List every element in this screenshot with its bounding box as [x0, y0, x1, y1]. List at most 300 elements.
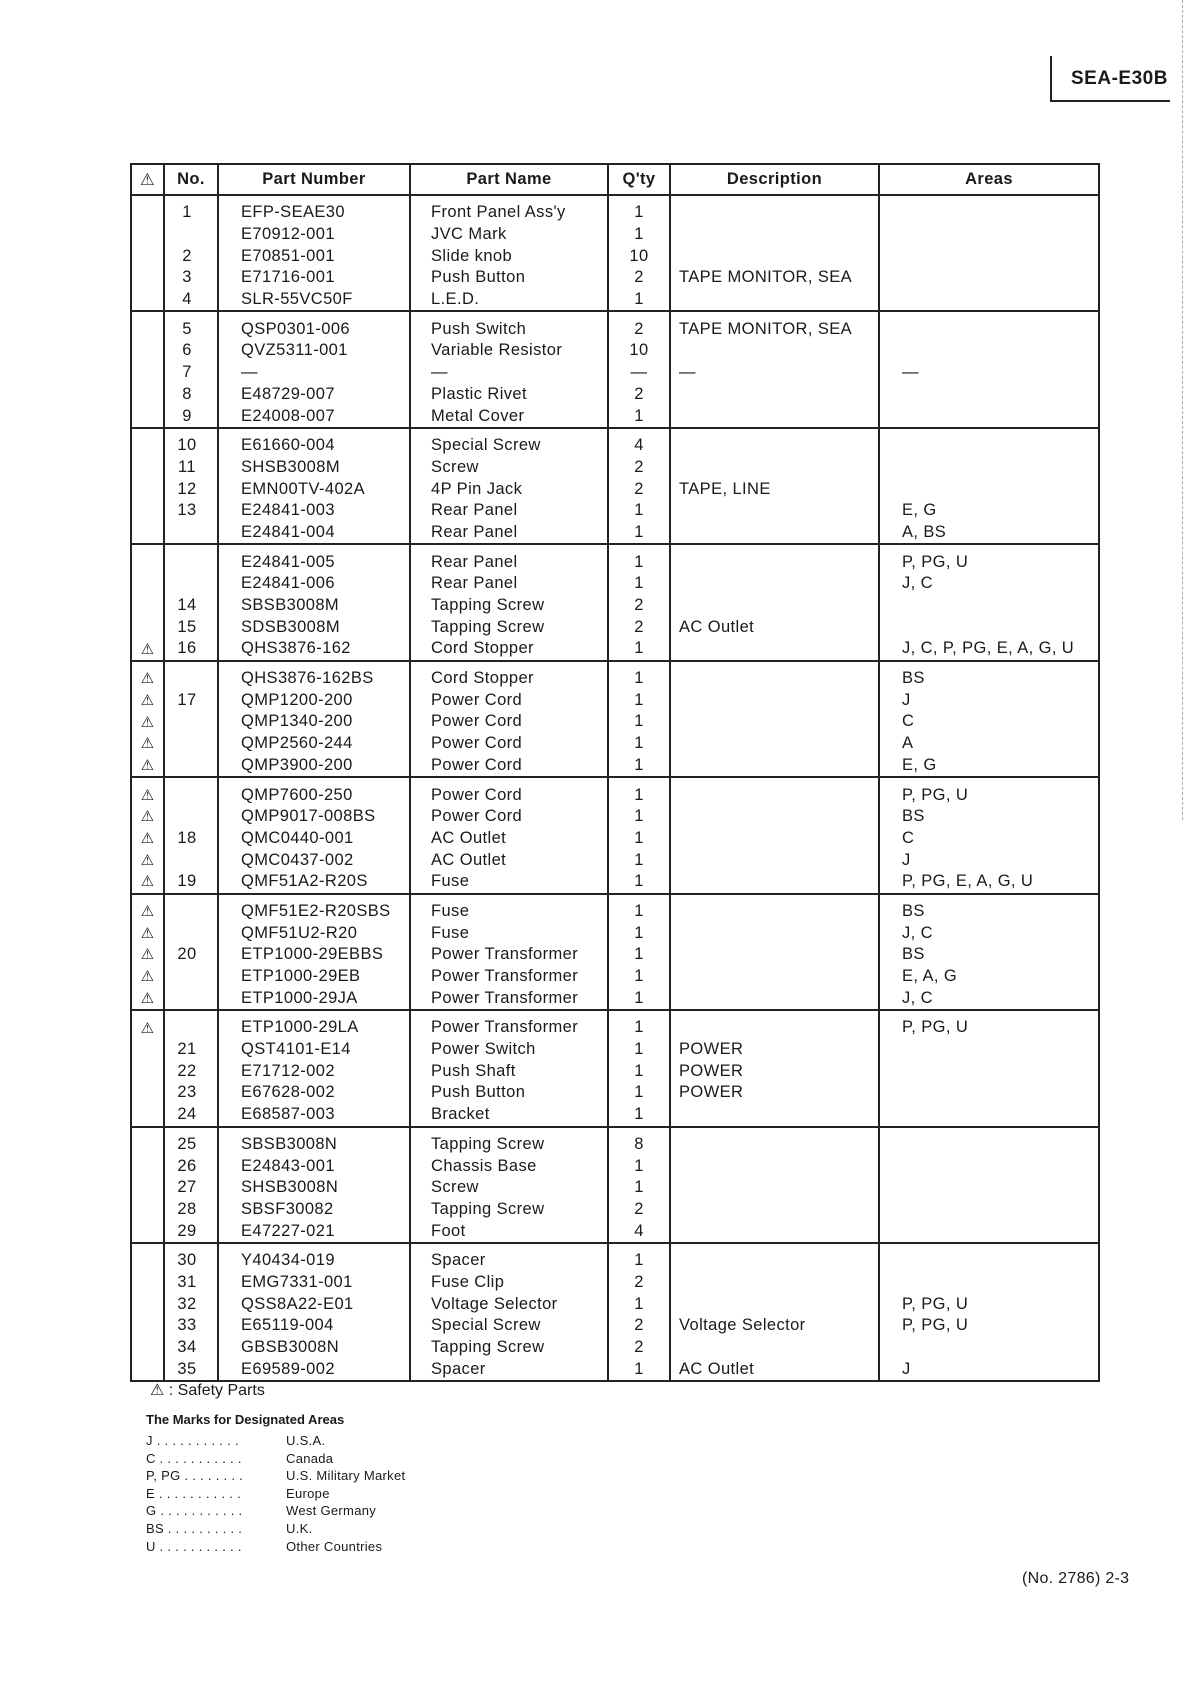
quantity: 1 [634, 1061, 644, 1080]
item-no: 3 [182, 268, 192, 287]
part-number: QMP3900-200 [241, 755, 353, 774]
model-number: SEA-E30B [1071, 68, 1168, 89]
part-number: E24841-004 [241, 522, 335, 541]
part-number: SBSB3008M [241, 596, 340, 615]
area-mark-row [146, 1520, 405, 1538]
quantity-cell [608, 1243, 670, 1272]
warning-triangle-icon: ⚠ [140, 808, 155, 826]
areas-cell [879, 267, 1099, 289]
table-row [131, 1243, 1099, 1272]
part-number-cell [218, 689, 410, 711]
part-number: QST4101-E14 [241, 1040, 351, 1059]
item-no-cell [164, 966, 218, 988]
part-name: Rear Panel [431, 574, 518, 593]
quantity: 8 [634, 1134, 644, 1153]
areas: BS [902, 901, 925, 920]
table-row [131, 1220, 1099, 1243]
areas-cell [879, 849, 1099, 871]
quantity: 1 [634, 690, 644, 709]
part-number-cell [218, 500, 410, 522]
table-row [131, 733, 1099, 755]
part-name-cell [410, 733, 608, 755]
part-name-cell [410, 1220, 608, 1243]
item-no-cell [164, 922, 218, 944]
item-no-cell [164, 1104, 218, 1127]
description-cell [670, 289, 879, 312]
quantity-cell [608, 245, 670, 267]
part-name-cell [410, 849, 608, 871]
description-cell [670, 384, 879, 406]
table-row [131, 267, 1099, 289]
description-cell [670, 573, 879, 595]
description-cell [670, 544, 879, 573]
part-name: Tapping Screw [431, 1134, 545, 1153]
part-number-cell [218, 733, 410, 755]
part-name: 4P Pin Jack [431, 479, 523, 498]
quantity-cell [608, 1337, 670, 1359]
description: AC Outlet [679, 1359, 755, 1378]
item-no-cell [164, 1127, 218, 1156]
quantity: 10 [629, 341, 649, 360]
areas: A, BS [902, 522, 947, 541]
item-no-cell [164, 500, 218, 522]
part-number: — [241, 363, 258, 382]
part-name: Plastic Rivet [431, 384, 527, 403]
part-name-cell [410, 224, 608, 246]
part-number: E61660-004 [241, 436, 335, 455]
part-name: Screw [431, 457, 479, 476]
part-name: Power Transformer [431, 1018, 579, 1037]
areas-cell [879, 362, 1099, 384]
quantity-cell [608, 457, 670, 479]
areas-cell [879, 428, 1099, 457]
safety-icon-cell [131, 661, 164, 690]
quantity: 1 [634, 203, 644, 222]
description-cell [670, 944, 879, 966]
quantity-cell [608, 1220, 670, 1243]
part-number: QMC0437-002 [241, 850, 354, 869]
item-no: 1 [182, 203, 192, 222]
table-row [131, 544, 1099, 573]
areas-cell [879, 224, 1099, 246]
quantity: 1 [634, 574, 644, 593]
quantity-cell [608, 544, 670, 573]
areas: P, PG, U [902, 1294, 969, 1313]
table-row [131, 871, 1099, 894]
areas: J, C [902, 988, 933, 1007]
safety-icon-cell [131, 573, 164, 595]
safety-icon-cell [131, 245, 164, 267]
quantity-cell [608, 1082, 670, 1104]
header-part-number: Part Number [218, 164, 410, 195]
description-cell [670, 849, 879, 871]
quantity-cell [608, 616, 670, 638]
part-name: Power Transformer [431, 967, 579, 986]
part-number-cell [218, 405, 410, 428]
safety-icon-cell [131, 755, 164, 778]
part-name-cell [410, 522, 608, 545]
part-number: QMP9017-008BS [241, 807, 376, 826]
safety-icon-cell [131, 544, 164, 573]
part-name-cell [410, 987, 608, 1010]
warning-triangle-icon: ⚠ [140, 735, 155, 753]
part-number-cell [218, 1104, 410, 1127]
area-mark-row [146, 1467, 405, 1485]
safety-icon-cell [131, 1082, 164, 1104]
area-mark-row [146, 1538, 405, 1556]
description-cell [670, 1010, 879, 1039]
table-row [131, 522, 1099, 545]
part-number-cell [218, 1060, 410, 1082]
quantity: 1 [634, 1083, 644, 1102]
table-row [131, 1337, 1099, 1359]
safety-icon-cell [131, 987, 164, 1010]
safety-icon-cell [131, 1127, 164, 1156]
description: POWER [679, 1040, 744, 1059]
areas: C [902, 828, 915, 847]
part-name-cell [410, 311, 608, 340]
areas-cell [879, 1039, 1099, 1061]
item-no-cell [164, 1082, 218, 1104]
part-number: QMF51E2-R20SBS [241, 901, 391, 920]
part-name-cell [410, 1082, 608, 1104]
safety-icon-cell [131, 1220, 164, 1243]
description-cell [670, 500, 879, 522]
table-row [131, 1127, 1099, 1156]
areas: J, C [902, 923, 933, 942]
part-number-cell [218, 340, 410, 362]
safety-icon-cell [131, 616, 164, 638]
areas-cell [879, 711, 1099, 733]
areas: — [902, 363, 919, 382]
part-number: SBSB3008N [241, 1134, 338, 1153]
description-cell [670, 777, 879, 806]
table-row [131, 405, 1099, 428]
item-no: 29 [177, 1221, 197, 1240]
table-row [131, 428, 1099, 457]
part-number-cell [218, 638, 410, 661]
part-name: Rear Panel [431, 552, 518, 571]
quantity-cell [608, 1358, 670, 1381]
safety-icon-cell [131, 224, 164, 246]
part-number-cell [218, 384, 410, 406]
quantity: 1 [634, 639, 644, 658]
part-number-cell [218, 1315, 410, 1337]
safety-icon-cell [131, 828, 164, 850]
item-no: 5 [182, 319, 192, 338]
part-name-cell [410, 340, 608, 362]
item-no: 27 [177, 1178, 197, 1197]
description-cell [670, 457, 879, 479]
quantity-cell [608, 711, 670, 733]
part-name: Power Cord [431, 712, 523, 731]
description-cell [670, 195, 879, 224]
table-row [131, 595, 1099, 617]
part-number-cell [218, 478, 410, 500]
quantity-cell [608, 944, 670, 966]
part-name-cell [410, 711, 608, 733]
areas-cell [879, 311, 1099, 340]
quantity-cell [608, 755, 670, 778]
quantity: 2 [634, 596, 644, 615]
safety-icon-cell [131, 922, 164, 944]
areas: J [902, 1359, 911, 1378]
quantity-cell [608, 638, 670, 661]
table-row [131, 1315, 1099, 1337]
item-no: 2 [182, 246, 192, 265]
item-no: 31 [177, 1272, 197, 1291]
areas-cell [879, 478, 1099, 500]
area-code: BS . . . . . . . . . . [146, 1520, 243, 1536]
item-no: 34 [177, 1338, 197, 1357]
areas: J, C [902, 574, 933, 593]
warning-triangle-icon: ⚠ [140, 903, 155, 921]
description-cell [670, 711, 879, 733]
part-name-cell [410, 500, 608, 522]
quantity: 1 [634, 522, 644, 541]
part-number-cell [218, 944, 410, 966]
safety-icon-cell [131, 871, 164, 894]
item-no-cell [164, 428, 218, 457]
part-number-cell [218, 1177, 410, 1199]
item-no-cell [164, 616, 218, 638]
quantity-cell [608, 922, 670, 944]
part-number: QMF51U2-R20 [241, 923, 358, 942]
quantity: 1 [634, 1178, 644, 1197]
description-cell [670, 828, 879, 850]
part-number: E24843-001 [241, 1156, 335, 1175]
area-name: U.S. Military Market [286, 1468, 406, 1484]
area-mark-row [146, 1432, 405, 1450]
part-number-cell [218, 457, 410, 479]
part-name-cell [410, 362, 608, 384]
part-number-cell [218, 1337, 410, 1359]
quantity-cell [608, 340, 670, 362]
part-name: Voltage Selector [431, 1294, 558, 1313]
areas-cell [879, 1104, 1099, 1127]
part-name-cell [410, 428, 608, 457]
quantity: 2 [634, 1199, 644, 1218]
item-no-cell [164, 1155, 218, 1177]
header-description: Description [670, 164, 879, 195]
table-row [131, 689, 1099, 711]
areas-cell [879, 1293, 1099, 1315]
areas-cell [879, 777, 1099, 806]
areas-cell [879, 1337, 1099, 1359]
areas: P, PG, U [902, 1316, 969, 1335]
area-code: G . . . . . . . . . . . [146, 1503, 243, 1519]
areas: BS [902, 945, 925, 964]
part-number-cell [218, 777, 410, 806]
part-name-cell [410, 1010, 608, 1039]
part-name-cell [410, 478, 608, 500]
header-no: No. [164, 164, 218, 195]
part-name: AC Outlet [431, 828, 507, 847]
part-name: Power Cord [431, 807, 523, 826]
part-number-cell [218, 1220, 410, 1243]
description-cell [670, 1104, 879, 1127]
part-name: JVC Mark [431, 225, 507, 244]
quantity: 1 [634, 1251, 644, 1270]
description-cell [670, 894, 879, 923]
quantity-cell [608, 195, 670, 224]
areas: P, PG, U [902, 1018, 969, 1037]
description-cell [670, 478, 879, 500]
item-no-cell [164, 987, 218, 1010]
item-no-cell [164, 267, 218, 289]
part-number-cell [218, 428, 410, 457]
quantity: 1 [634, 712, 644, 731]
part-number: E67628-002 [241, 1083, 335, 1102]
table-row [131, 478, 1099, 500]
part-name: Spacer [431, 1251, 486, 1270]
areas-cell [879, 195, 1099, 224]
description-cell [670, 638, 879, 661]
item-no: 35 [177, 1359, 197, 1378]
areas-cell [879, 871, 1099, 894]
description-cell [670, 1243, 879, 1272]
item-no: 9 [182, 406, 192, 425]
table-row [131, 966, 1099, 988]
quantity-cell [608, 573, 670, 595]
table-row [131, 661, 1099, 690]
item-no-cell [164, 1315, 218, 1337]
item-no-cell [164, 944, 218, 966]
item-no-cell [164, 457, 218, 479]
item-no-cell [164, 1272, 218, 1294]
part-name-cell [410, 1337, 608, 1359]
item-no-cell [164, 755, 218, 778]
part-number-cell [218, 573, 410, 595]
quantity-cell [608, 894, 670, 923]
area-name: U.S.A. [286, 1433, 326, 1448]
item-no: 25 [177, 1134, 197, 1153]
part-number: QVZ5311-001 [241, 341, 348, 360]
description-cell [670, 922, 879, 944]
areas-cell [879, 573, 1099, 595]
table-row [131, 755, 1099, 778]
table-row [131, 1272, 1099, 1294]
part-name-cell [410, 457, 608, 479]
description-cell [670, 1177, 879, 1199]
part-number-cell [218, 755, 410, 778]
part-name: AC Outlet [431, 850, 507, 869]
part-number-cell [218, 966, 410, 988]
description-cell [670, 595, 879, 617]
item-no-cell [164, 311, 218, 340]
quantity: 1 [634, 988, 644, 1007]
safety-icon-cell [131, 595, 164, 617]
item-no-cell [164, 1293, 218, 1315]
table-row [131, 1155, 1099, 1177]
quantity: 1 [634, 1359, 644, 1378]
part-name: Fuse Clip [431, 1272, 505, 1291]
safety-icon-cell [131, 289, 164, 312]
part-number: E69589-002 [241, 1359, 335, 1378]
quantity: 1 [634, 669, 644, 688]
part-name: Push Switch [431, 319, 527, 338]
description: AC Outlet [679, 617, 755, 636]
safety-icon-cell [131, 428, 164, 457]
part-number-cell [218, 987, 410, 1010]
area-name: Canada [286, 1450, 334, 1466]
quantity-cell [608, 1060, 670, 1082]
header-areas: Areas [879, 164, 1099, 195]
quantity-cell [608, 871, 670, 894]
item-no: 13 [177, 501, 197, 520]
part-name: Power Transformer [431, 945, 579, 964]
safety-icon-cell [131, 966, 164, 988]
areas-cell [879, 689, 1099, 711]
quantity: 1 [634, 1156, 644, 1175]
quantity: 2 [634, 457, 644, 476]
part-name: Bracket [431, 1105, 490, 1124]
part-name: Rear Panel [431, 522, 518, 541]
quantity: 2 [634, 479, 644, 498]
safety-parts-note: ⚠ : Safety Parts [150, 1382, 265, 1399]
part-name-cell [410, 1060, 608, 1082]
part-name-cell [410, 894, 608, 923]
item-no: 17 [177, 690, 197, 709]
area-code: E . . . . . . . . . . . [146, 1485, 242, 1501]
part-name-cell [410, 384, 608, 406]
part-name: Front Panel Ass'y [431, 203, 566, 222]
part-number: Y40434-019 [241, 1251, 335, 1270]
part-number-cell [218, 245, 410, 267]
areas-cell [879, 457, 1099, 479]
description-cell [670, 1272, 879, 1294]
part-number-cell [218, 1082, 410, 1104]
item-no-cell [164, 638, 218, 661]
quantity-cell [608, 661, 670, 690]
areas-cell [879, 806, 1099, 828]
part-number-cell [218, 1272, 410, 1294]
item-no-cell [164, 544, 218, 573]
part-number: E70851-001 [241, 246, 335, 265]
item-no-cell [164, 849, 218, 871]
quantity: 1 [634, 901, 644, 920]
areas: C [902, 712, 915, 731]
part-name-cell [410, 573, 608, 595]
areas-cell [879, 922, 1099, 944]
safety-icon-cell [131, 1177, 164, 1199]
quantity-cell [608, 1272, 670, 1294]
part-number: SDSB3008M [241, 617, 340, 636]
areas-cell [879, 1272, 1099, 1294]
area-name: Other Countries [286, 1538, 383, 1554]
table-row [131, 849, 1099, 871]
safety-icon-cell [131, 638, 164, 661]
part-name: Foot [431, 1221, 466, 1240]
item-no-cell [164, 595, 218, 617]
warning-triangle-icon: ⚠ [140, 989, 155, 1007]
area-name: U.K. [286, 1520, 313, 1536]
item-no: 10 [177, 436, 197, 455]
part-name-cell [410, 777, 608, 806]
item-no: 15 [177, 617, 197, 636]
quantity: 1 [634, 501, 644, 520]
quantity: 4 [634, 436, 644, 455]
description-cell [670, 966, 879, 988]
part-number: QMC0440-001 [241, 828, 354, 847]
areas-cell [879, 638, 1099, 661]
part-number-cell [218, 195, 410, 224]
area-code: U . . . . . . . . . . . [146, 1538, 242, 1554]
part-number-cell [218, 849, 410, 871]
areas: E, A, G [902, 967, 958, 986]
part-name: Fuse [431, 872, 470, 891]
areas-cell [879, 1220, 1099, 1243]
